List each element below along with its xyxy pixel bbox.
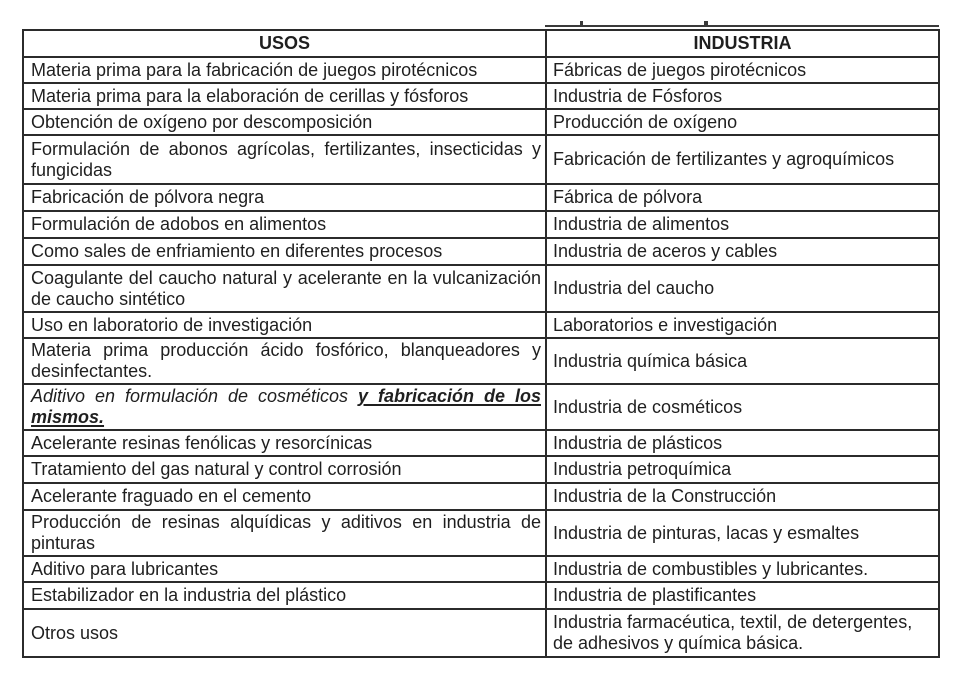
table-row <box>23 456 939 483</box>
uso-cell: Coagulante del caucho natural y acelerante en la vulcanización de caucho sintético <box>23 265 546 312</box>
usos-industria-table <box>22 29 940 658</box>
uso-cell: Aditivo para lubricantes <box>23 556 546 582</box>
table-row <box>23 483 939 510</box>
table-row <box>23 384 939 430</box>
industria-cell: Fábricas de juegos pirotécnicos <box>546 57 939 83</box>
table-row <box>23 338 939 384</box>
uso-cell: Obtención de oxígeno por descomposición <box>23 109 546 135</box>
cropped-underline-artifact <box>545 25 939 27</box>
industria-cell: Industria de plastificantes <box>546 582 939 609</box>
uso-cell: Formulación de adobos en alimentos <box>23 211 546 238</box>
table-row <box>23 57 939 83</box>
table-row <box>23 211 939 238</box>
industria-cell: Industria petroquímica <box>546 456 939 483</box>
industria-cell: Industria de pinturas, lacas y esmaltes <box>546 510 939 556</box>
table-row <box>23 83 939 109</box>
industria-cell: Industria de la Construcción <box>546 483 939 510</box>
industria-cell: Industria del caucho <box>546 265 939 312</box>
table-row <box>23 265 939 312</box>
cropped-text-artifact <box>704 21 708 27</box>
column-header-industria: INDUSTRIA <box>546 30 939 57</box>
uso-cell: Fabricación de pólvora negra <box>23 184 546 211</box>
uso-text-emphasized: y fabricación de los mismos. <box>31 386 541 427</box>
uso-cell: Uso en laboratorio de investigación <box>23 312 546 338</box>
industria-cell: Industria de alimentos <box>546 211 939 238</box>
industria-cell: Industria de aceros y cables <box>546 238 939 265</box>
uso-cell: Estabilizador en la industria del plástico <box>23 582 546 609</box>
table-row <box>23 184 939 211</box>
uso-cell: Producción de resinas alquídicas y aditivos en industria de pinturas <box>23 510 546 556</box>
uso-cell: Materia prima para la elaboración de cerillas y fósforos <box>23 83 546 109</box>
industria-cell: Industria de cosméticos <box>546 384 939 430</box>
industria-cell: Fábrica de pólvora <box>546 184 939 211</box>
uso-cell: Otros usos <box>23 609 546 657</box>
table-row <box>23 510 939 556</box>
uso-cell: Materia prima para la fabricación de juegos pirotécnicos <box>23 57 546 83</box>
table-row <box>23 135 939 184</box>
uso-cell: Acelerante resinas fenólicas y resorcínicas <box>23 430 546 456</box>
table-row <box>23 430 939 456</box>
industria-cell: Laboratorios e investigación <box>546 312 939 338</box>
table-row <box>23 582 939 609</box>
industria-cell: Producción de oxígeno <box>546 109 939 135</box>
table-row <box>23 238 939 265</box>
uso-cell: Formulación de abonos agrícolas, fertilizantes, insecticidas y fungicidas <box>23 135 546 184</box>
industria-cell: Industria farmacéutica, textil, de detergentes, de adhesivos y química básica. <box>546 609 939 657</box>
industria-cell: Fabricación de fertilizantes y agroquímicos <box>546 135 939 184</box>
table-row <box>23 609 939 657</box>
uso-text-italic: Aditivo en formulación de cosméticos <box>31 386 359 406</box>
uso-cell: Acelerante fraguado en el cemento <box>23 483 546 510</box>
table-row <box>23 312 939 338</box>
industria-cell: Industria química básica <box>546 338 939 384</box>
industria-cell: Industria de Fósforos <box>546 83 939 109</box>
cropped-text-artifact <box>580 21 583 27</box>
industria-cell: Industria de combustibles y lubricantes. <box>546 556 939 582</box>
table-row <box>23 556 939 582</box>
header-row <box>23 30 939 57</box>
column-header-usos: USOS <box>23 30 546 57</box>
uso-cell: Tratamiento del gas natural y control corrosión <box>23 456 546 483</box>
uso-cell: Materia prima producción ácido fosfórico, blanqueadores y desinfectantes. <box>23 338 546 384</box>
industria-cell: Industria de plásticos <box>546 430 939 456</box>
uso-cell <box>23 384 546 430</box>
table-row <box>23 109 939 135</box>
uso-cell: Como sales de enfriamiento en diferentes procesos <box>23 238 546 265</box>
